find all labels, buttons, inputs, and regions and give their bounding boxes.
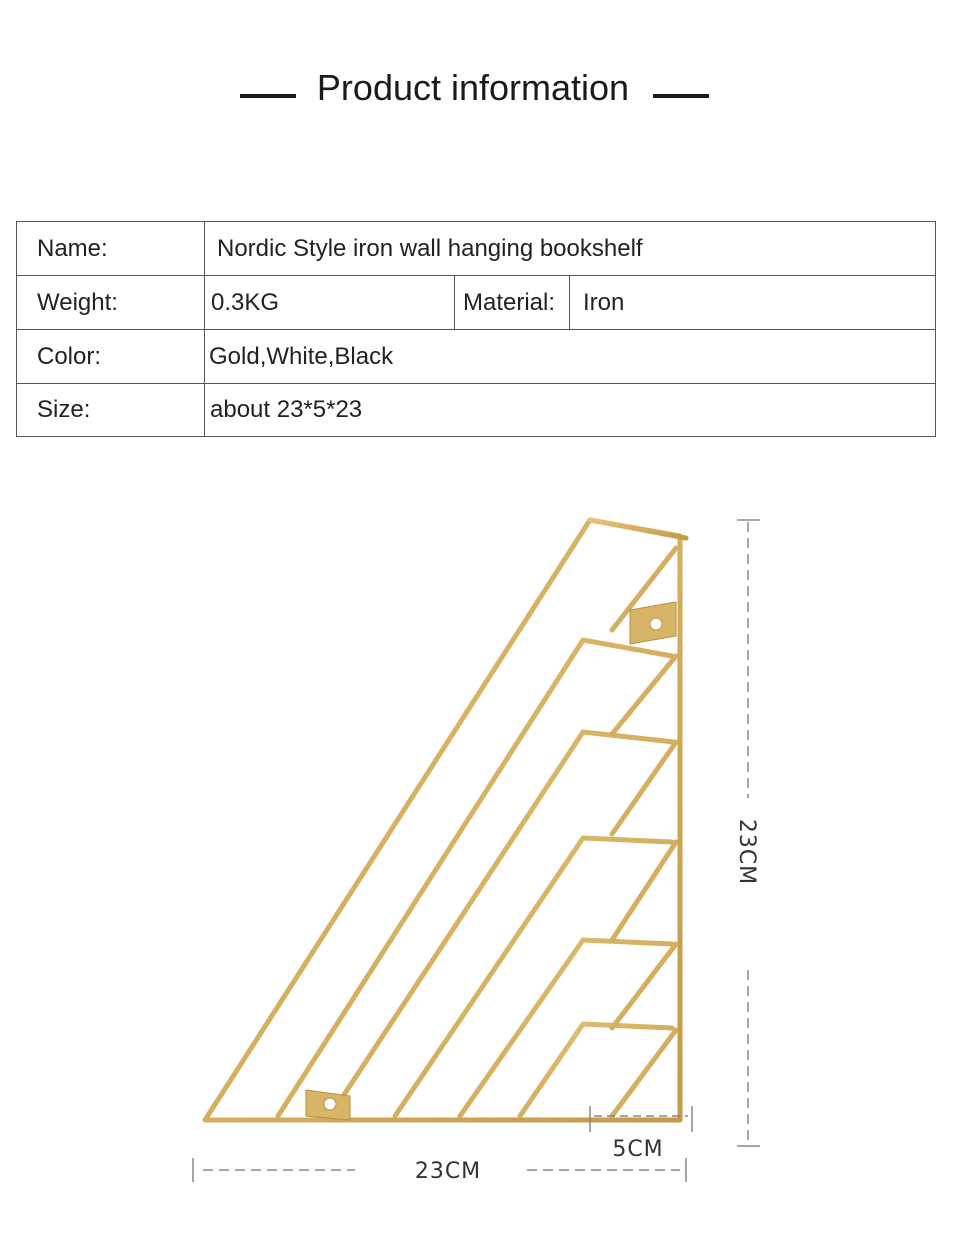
material-label: Material: xyxy=(463,288,556,316)
spec-row-weight xyxy=(17,276,935,330)
name-label: Name: xyxy=(37,234,108,262)
back-wire-6 xyxy=(612,1030,676,1116)
mount-bracket-top xyxy=(630,602,676,644)
size-value: about 23*5*23 xyxy=(210,396,363,423)
back-wire-3 xyxy=(612,742,676,834)
weight-value: 0.3KG xyxy=(211,288,280,316)
depth-label: 5CM xyxy=(612,1137,664,1162)
page-title: Product information xyxy=(316,67,630,108)
divider-1 xyxy=(278,640,672,1116)
spec-row-size xyxy=(17,384,935,436)
divider-3 xyxy=(395,838,672,1116)
back-wire-2 xyxy=(612,656,676,734)
spec-row-color xyxy=(17,330,935,384)
bookshelf-illustration xyxy=(0,480,960,1200)
color-value: Gold,White,Black xyxy=(209,342,394,370)
frame-outer xyxy=(205,520,680,1120)
top-rail xyxy=(590,520,686,538)
title-rule-left xyxy=(240,94,296,98)
back-wire-4 xyxy=(612,842,676,940)
size-label: Size: xyxy=(37,396,91,423)
title-rule-right xyxy=(653,94,709,98)
name-value: Nordic Style iron wall hanging bookshelf xyxy=(217,234,643,262)
product-diagram xyxy=(0,480,960,1200)
spec-row-name xyxy=(17,222,935,276)
width-label: 23CM xyxy=(414,1159,482,1184)
weight-label: Weight: xyxy=(37,288,118,316)
height-label: 23CM xyxy=(734,818,759,886)
section-header xyxy=(0,68,960,112)
back-wire-5 xyxy=(612,944,676,1028)
bookshelf-frame xyxy=(205,520,686,1120)
color-label: Color: xyxy=(37,342,102,370)
spec-table xyxy=(16,221,936,437)
material-value: Iron xyxy=(583,288,625,316)
